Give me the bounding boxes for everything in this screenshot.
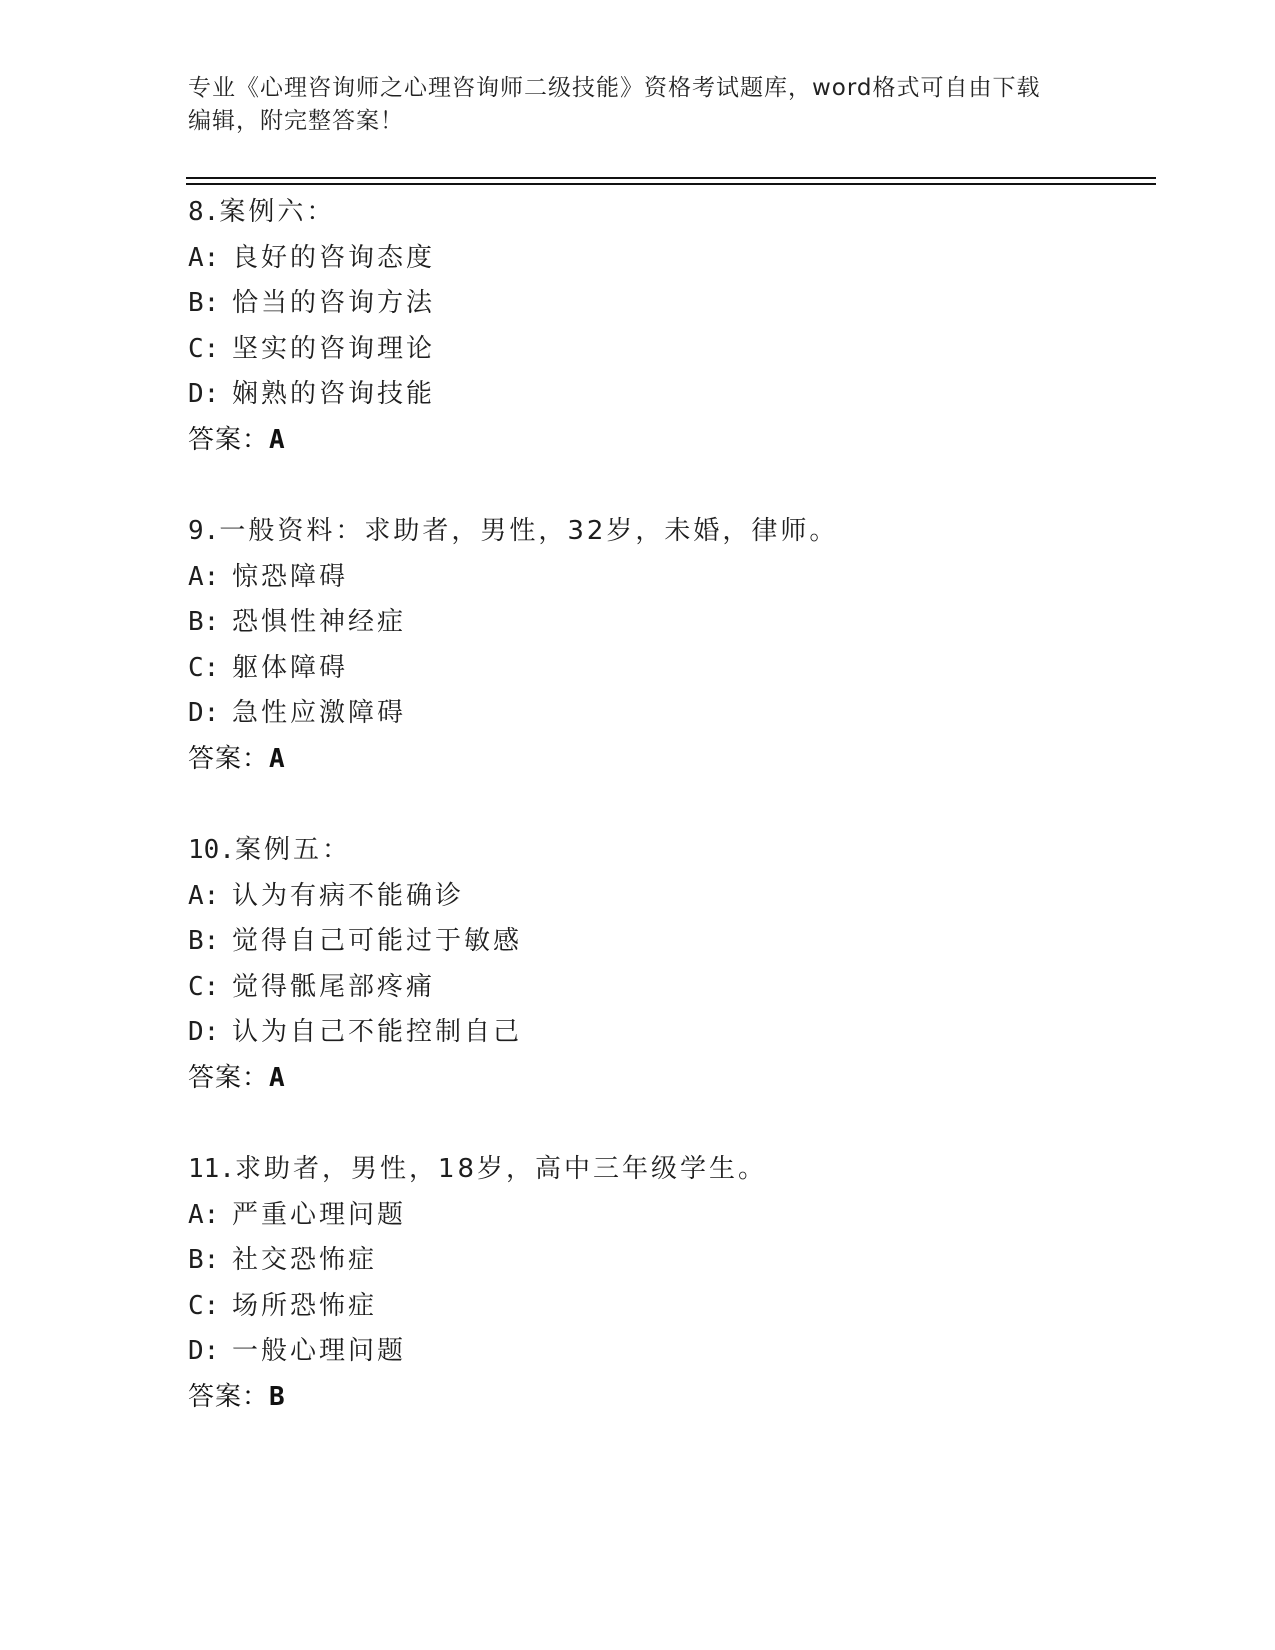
answer-line [188,418,1148,464]
question-number: 8. [188,197,220,227]
option-d [188,691,1148,737]
answer-value: A [269,743,286,774]
option-d [188,372,1148,418]
option-text: 认为有病不能确诊 [232,880,465,911]
option-text: 觉得自己可能过于敏感 [232,926,523,956]
option-letter: B: [188,288,220,318]
option-text: 场所恐怖症 [232,1290,378,1321]
option-text: 娴熟的咨询技能 [232,379,436,409]
question-stem [188,828,1148,874]
answer-value: A [269,1062,286,1093]
question-list [188,190,1148,1466]
option-b [188,281,1148,327]
option-text: 良好的咨询态度 [232,242,436,273]
answer-label: 答案： [188,743,270,774]
option-text: 恐惧性神经症 [232,607,407,637]
header-line-2: 编辑，附完整答案！ [188,108,404,134]
option-b [188,1238,1148,1284]
option-letter: B: [188,926,220,956]
answer-label: 答案： [188,1381,270,1412]
option-letter: A: [188,880,220,911]
option-letter: D: [188,1017,220,1047]
option-text: 急性应激障碍 [232,698,407,728]
question-item [188,1147,1148,1420]
option-letter: C: [188,1290,220,1321]
option-letter: D: [188,698,220,728]
option-c [188,1284,1148,1330]
option-letter: C: [188,652,220,683]
option-a [188,555,1148,601]
option-letter: A: [188,561,220,592]
option-letter: B: [188,607,220,637]
answer-line [188,1056,1148,1102]
question-text: 案例五： [234,835,351,865]
option-letter: D: [188,379,220,409]
header-line-1: 专业《心理咨询师之心理咨询师二级技能》资格考试题库，word格式可自由下载 [188,75,1041,101]
question-stem [188,1147,1148,1193]
question-item [188,190,1148,463]
option-a [188,874,1148,920]
option-text: 坚实的咨询理论 [232,333,436,364]
option-letter: A: [188,242,220,273]
question-number: 9. [188,516,220,546]
answer-line [188,1375,1148,1421]
option-letter: C: [188,333,220,364]
option-text: 恰当的咨询方法 [232,288,436,318]
option-text: 觉得骶尾部疼痛 [232,971,436,1002]
question-text: 案例六： [219,197,336,227]
question-text: 求助者，男性，18岁，高中三年级学生。 [234,1154,768,1184]
answer-value: A [269,424,286,455]
document-header [188,72,1068,138]
option-text: 严重心理问题 [232,1199,407,1230]
option-b [188,600,1148,646]
option-d [188,1010,1148,1056]
answer-label: 答案： [188,1062,270,1093]
option-letter: C: [188,971,220,1002]
answer-line [188,737,1148,783]
header-divider-top [186,177,1156,179]
option-a [188,236,1148,282]
option-text: 一般心理问题 [232,1336,407,1366]
option-text: 躯体障碍 [232,652,349,683]
question-item [188,828,1148,1101]
option-a [188,1193,1148,1239]
option-letter: A: [188,1199,220,1230]
header-divider-bottom [186,183,1156,185]
option-d [188,1329,1148,1375]
option-letter: B: [188,1245,220,1275]
question-stem [188,509,1148,555]
option-b [188,919,1148,965]
option-c [188,965,1148,1011]
option-text: 社交恐怖症 [232,1245,378,1275]
option-text: 认为自己不能控制自己 [232,1017,523,1047]
question-text: 一般资料：求助者，男性，32岁，未婚，律师。 [219,516,839,546]
answer-label: 答案： [188,424,270,455]
question-stem [188,190,1148,236]
question-number: 11. [188,1154,235,1184]
option-c [188,327,1148,373]
question-number: 10. [188,835,235,865]
option-letter: D: [188,1336,220,1366]
answer-value: B [269,1381,286,1412]
option-c [188,646,1148,692]
option-text: 惊恐障碍 [232,561,349,592]
question-item [188,509,1148,782]
